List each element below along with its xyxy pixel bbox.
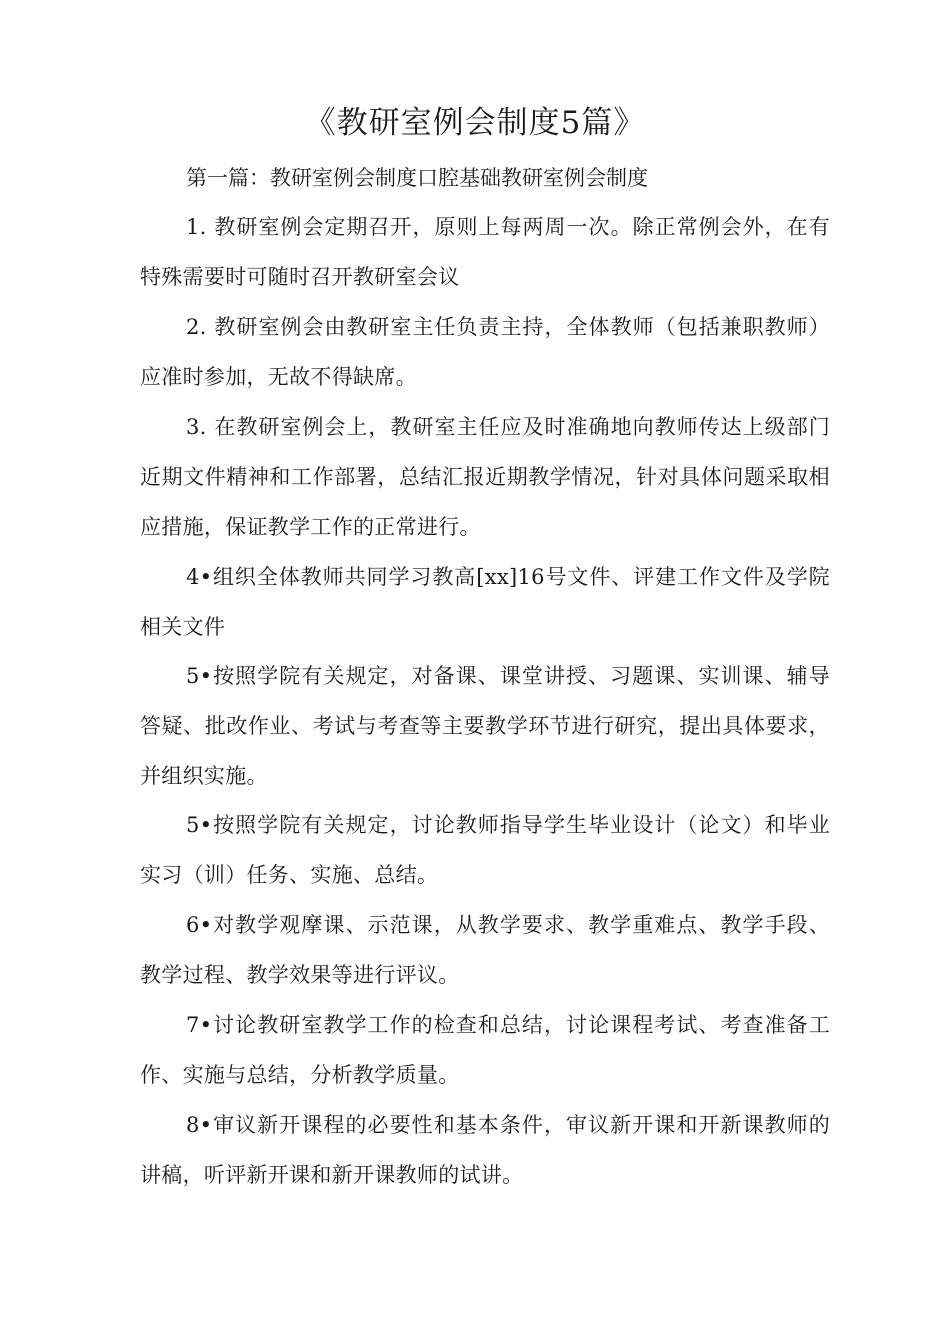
paragraph-item-2: 2. 教研室例会由教研室主任负责主持，全体教师（包括兼职教师）应准时参加，无故不得缺席。 (140, 315, 830, 389)
paragraph-item-4: 4•组织全体教师共同学习教高[xx]16号文件、评建工作文件及学院相关文件 (140, 565, 830, 639)
document-title: 《教研室例会制度5篇》 (304, 105, 646, 141)
paragraph-item-6: 6•对教学观摩课、示范课，从教学要求、教学重难点、教学手段、教学过程、教学效果等进行评议。 (140, 913, 830, 987)
paragraph-item-8: 8•审议新开课程的必要性和基本条件，审议新开课和开新课教师的讲稿，听评新开课和新开课教师的试讲。 (140, 1113, 830, 1187)
paragraph-item-1: 1. 教研室例会定期召开，原则上每两周一次。除正常例会外，在有特殊需要时可随时召开教研室会议 (140, 215, 830, 289)
paragraph-item-5b: 5•按照学院有关规定，讨论教师指导学生毕业设计（论文）和毕业实习（训）任务、实施、总结。 (140, 813, 830, 887)
section-heading: 第一篇：教研室例会制度口腔基础教研室例会制度 (186, 166, 648, 190)
paragraph-item-3: 3. 在教研室例会上，教研室主任应及时准确地向教师传达上级部门近期文件精神和工作部署，总结汇报近期教学情况，针对具体问题采取相应措施，保证教学工作的正常进行。 (140, 415, 830, 539)
paragraph-item-5a: 5•按照学院有关规定，对备课、课堂讲授、习题课、实训课、辅导答疑、批改作业、考试与考查等主要教学环节进行研究，提出具体要求，并组织实施。 (140, 664, 830, 788)
paragraph-item-7: 7•讨论教研室教学工作的检查和总结，讨论课程考试、考查准备工作、实施与总结，分析教学质量。 (140, 1013, 830, 1087)
